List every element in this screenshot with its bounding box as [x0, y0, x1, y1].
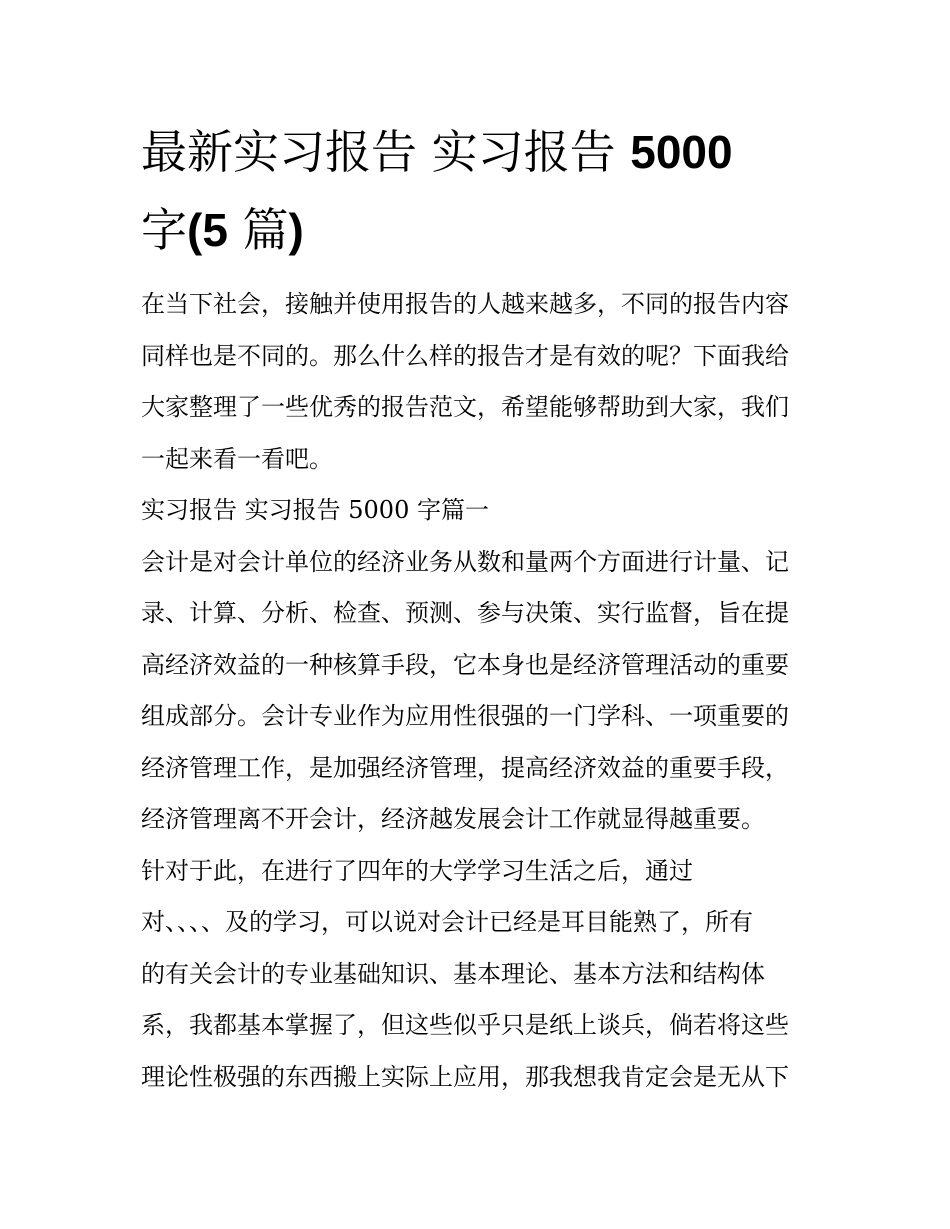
- title-text: 字: [141, 203, 187, 257]
- title-number: 5000: [630, 126, 733, 178]
- text-line: 经济管理工作，是加强经济管理，提高经济效益的重要手段，: [141, 753, 789, 782]
- title-text: 篇: [242, 203, 289, 257]
- text-line: 对、、、、及的学习，可以说对会计已经是耳目能熟了，所有: [141, 908, 753, 936]
- text-line: 针对于此，在进行了四年的大学学习生活之后，通过: [141, 856, 693, 885]
- text-line: 会计是对会计单位的经济业务从数和量两个方面进行计量、记: [141, 547, 789, 576]
- title-line-1: [141, 113, 812, 191]
- title-number: ): [288, 204, 304, 256]
- text-line: 经济管理离不开会计，经济越发展会计工作就显得越重要。: [141, 805, 765, 833]
- text-line: 在当下社会，接触并使用报告的人越来越多，不同的报告内容: [141, 290, 789, 318]
- title-number: (5: [187, 204, 228, 256]
- title-text: 最新实习报告 实习报告: [141, 125, 616, 179]
- text-line: 一起来看一看吧。: [141, 444, 333, 473]
- text-line: 理论性极强的东西搬上实际上应用，那我想我肯定会是无从下: [141, 1062, 789, 1091]
- text-line: 高经济效益的一种核算手段，它本身也是经济管理活动的重要: [141, 650, 789, 679]
- document-title: [141, 113, 812, 269]
- document-body: [141, 279, 812, 1103]
- text-line: 系，我都基本掌握了，但这些似乎只是纸上谈兵，倘若将这些: [141, 1011, 789, 1039]
- text-line: 大家整理了一些优秀的报告范文，希望能够帮助到大家，我们: [141, 393, 789, 421]
- text-line: 同样也是不同的。那么什么样的报告才是有效的呢？下面我给: [141, 341, 789, 370]
- text-line: 录、计算、分析、检查、预测、参与决策、实行监督，旨在提: [141, 599, 789, 627]
- text-line: 组成部分。会计专业作为应用性很强的一门学科、一项重要的: [141, 702, 789, 730]
- title-line-2: [141, 191, 812, 269]
- text-line: 的有关会计的专业基础知识、基本理论、基本方法和结构体: [141, 959, 765, 988]
- section-heading: 实习报告 实习报告 5000 字篇一: [141, 496, 489, 524]
